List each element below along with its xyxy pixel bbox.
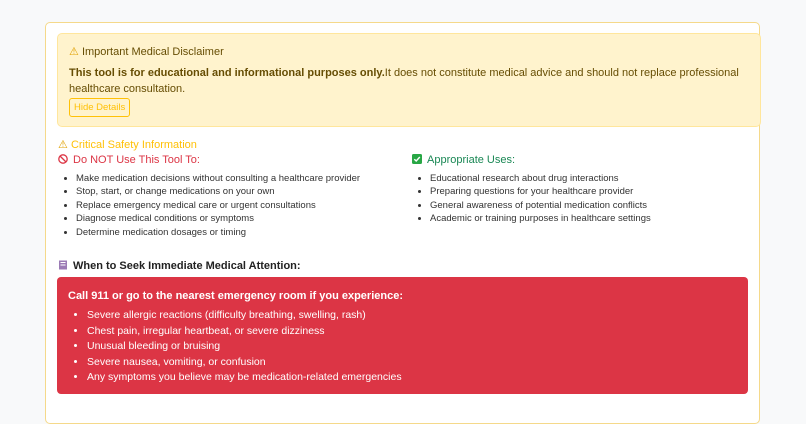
prohibited-icon (58, 154, 68, 164)
critical-safety-heading (58, 138, 197, 151)
list-item: • Academic or training purposes in healthcare settings (430, 212, 651, 225)
do-not-title: Do NOT Use This Tool To: (73, 154, 200, 166)
disclaimer-heading (69, 45, 224, 58)
list-item: • Any symptoms you believe may be medication-related emergencies (87, 370, 402, 386)
appropriate-list (412, 172, 651, 226)
disclaimer-bold: This tool is for educational and informational purposes only. (69, 67, 385, 79)
disclaimer-card (45, 22, 760, 424)
warning-icon: ⚠ (58, 139, 68, 151)
appropriate-uses-section (412, 154, 651, 226)
disclaimer-body: It does not constitute medical advice and should not replace professional healthcare consultation. (69, 67, 739, 95)
disclaimer-title: Important Medical Disclaimer (81, 46, 224, 58)
emergency-list (57, 308, 402, 386)
emergency-title: Call 911 or go to the nearest emergency room if you experience: (68, 290, 404, 302)
check-box-icon (412, 154, 422, 164)
list-item: • Unusual bleeding or bruising (87, 339, 402, 355)
disclaimer-text (69, 65, 749, 97)
warning-icon: ⚠ (69, 46, 79, 58)
hospital-icon (58, 260, 68, 270)
do-not-use-section (58, 154, 360, 239)
list-item: • Diagnose medical conditions or symptoms (76, 212, 360, 225)
list-item: • Severe allergic reactions (difficulty breathing, swelling, rash) (87, 308, 402, 324)
critical-safety-title: Critical Safety Information (70, 139, 197, 151)
seek-attention-title: When to Seek Immediate Medical Attention: (73, 260, 301, 272)
do-not-heading (58, 154, 360, 166)
list-item: • Replace emergency medical care or urgent consultations (76, 199, 360, 212)
list-item: • Stop, start, or change medications on your own (76, 185, 360, 198)
disclaimer-alert (57, 33, 761, 127)
seek-attention-heading (58, 260, 301, 272)
hide-details-button[interactable]: Hide Details (69, 98, 130, 117)
list-item: • Determine medication dosages or timing (76, 226, 360, 239)
list-item: • General awareness of potential medication conflicts (430, 199, 651, 212)
appropriate-title: Appropriate Uses: (427, 154, 516, 166)
emergency-alert (57, 277, 748, 394)
list-item: • Severe nausea, vomiting, or confusion (87, 355, 402, 371)
list-item: • Make medication decisions without consulting a healthcare provider (76, 172, 360, 185)
list-item: • Educational research about drug interactions (430, 172, 651, 185)
do-not-list (58, 172, 360, 239)
appropriate-heading (412, 154, 651, 166)
list-item: • Preparing questions for your healthcare provider (430, 185, 651, 198)
list-item: • Chest pain, irregular heartbeat, or severe dizziness (87, 324, 402, 340)
